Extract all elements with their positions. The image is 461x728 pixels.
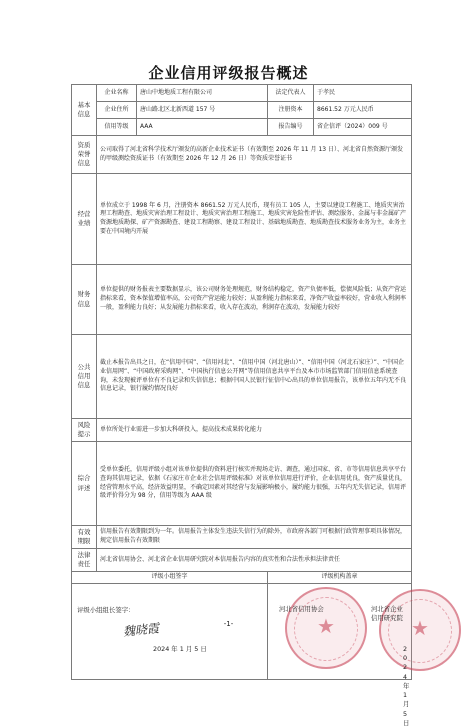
legal-rep-value: 于孝民: [314, 85, 412, 102]
section-label-legal: 法律责任: [72, 549, 97, 572]
section-row-evaluation: [72, 442, 412, 526]
basic-row-3: [72, 119, 412, 136]
signature-right-header: 评级机构盖章: [268, 572, 412, 584]
section-label-performance: 经营业绩: [72, 174, 97, 265]
company-name-value: 唐山中地地质工程有限公司: [137, 85, 268, 102]
section-text-public-credit: 截止本报告出具之日，在“信用中国”、“信用河北”、“信用中国（河北唐山）”、“信用中国（河北石家庄）”、“中国企业信用网”、“中国政府采购网”、“中国执行信息公开网”等信用信息共享平台及本市市场监管部门信用信息系统查询，未发现被评单位有不良记录和失信信息；根据中国人民银行征信中心出具的单位信用报告，该单位五年内无不良信息记录，银行履约情况良好: [97, 335, 412, 419]
section-row-validity: [72, 526, 412, 549]
left-date: 2024 年 1 月 5 日: [153, 644, 207, 653]
report-number-key: 报告编号: [268, 119, 314, 136]
section-label-finance: 财务信息: [72, 265, 97, 335]
seal-star-icon: ★: [411, 615, 429, 640]
section-text-finance: 单位提供的财务报表主要数据显示，该公司财务处理规范，财务结构稳定，资产负债率低，偿债风险低；从资产营运指标来看，资本保值增值率高，公司资产营运能力较好；从盈利能力指标来看，净资产收益率较好，营业收入利润率一般，盈利能力良好；从发展能力指标来看，收入存在波动，利润存在波动，发展能力较好: [97, 265, 412, 335]
handwritten-signature: 魏晓霞: [122, 620, 160, 639]
signature-header-row: [72, 572, 412, 584]
section-row-performance: [72, 174, 412, 265]
section-text-qualification: 公司取得了河北省科学技术厅颁发的高新企业技术证书（有效期至 2026 年 11 月 13 日）、河北省自然资源厅颁发的甲级测绘资质证书（有效期至 2026 年 12 月 26 日）等资质荣誉证书: [97, 136, 412, 174]
section-label-evaluation: 综合评述: [72, 442, 97, 526]
page-title: 企业信用评级报告概述: [148, 64, 309, 82]
credit-level-key: 信用等级: [97, 119, 137, 136]
seal-star-icon: ★: [317, 613, 335, 638]
section-text-validity: 信用报告有效期限到为一年。信用报告主体发生违法失信行为的除外，市政府各部门可根据行政管理事项具体情况，规定信用报告有效期限: [97, 526, 412, 549]
page-number: -1-: [223, 620, 234, 628]
capital-key: 注册资本: [268, 102, 314, 119]
section-row-risk: [72, 419, 412, 442]
section-label-public-credit: 公共信用信息: [72, 335, 97, 419]
section-text-risk: 单位所处行业需进一步加大科研投入，提高技术成果转化能力: [97, 419, 412, 442]
right-date: 2024 年 1 月 5 日: [403, 644, 410, 727]
section-label-qualification: 资质荣誉信息: [72, 136, 97, 174]
section-row-public-credit: [72, 335, 412, 419]
address-value: 唐山路北区北新西道 157 号: [137, 102, 268, 119]
signature-body-row: [72, 583, 412, 679]
signature-right-cell: [268, 583, 429, 727]
org-name-association: 河北省信用协会: [279, 604, 324, 613]
capital-value: 8661.52 万元人民币: [314, 102, 412, 119]
section-label-validity: 有效期限: [72, 526, 97, 549]
basic-row-1: [72, 85, 412, 102]
section-row-finance: [72, 265, 412, 335]
section-text-evaluation: 受单位委托，信用评级小组对该单位提供的资料进行核实并现场走访、调查，通过国家、省、市等信用信息共享平台查询其信用记录，依据《石家庄市企业社会信用评级标准》对该单位信用进行评价，企业信用优良，资产质量优良，经营管理水平高，经济效益明显，不确定因素对其经营与发展影响极小，履约能力很强，五年内无失信记录，信用评级评价得分为 98 分，信用等级为 AAA 级: [97, 442, 412, 526]
signature-left-cell: [72, 583, 268, 679]
section-text-performance: 单位成立于 1998 年 6 月，注册资本 8661.52 万元人民币，现有员工 105 人，主要以建设工程施工、地质灾害治理工程勘查、地质灾害治理工程设计、地质灾害治理工程施工、地质灾害危险性评估、测绘服务、金属与非金属矿产资源地质勘探、矿产资源勘查、建设工程勘察、建设工程设计、基础地质勘查、地质勘查技术服务业务为主，业务主要在中国境内开展: [97, 174, 412, 265]
rating-summary-table: [71, 84, 429, 727]
section-row-qualification: [72, 136, 412, 174]
credit-institute-seal: [379, 589, 461, 671]
basic-row-2: [72, 102, 412, 119]
org-name-institute: 河北省企业信用研究院: [371, 604, 403, 622]
address-key: 企业住所: [97, 102, 137, 119]
report-number-value: 省企信评（2024）009 号: [314, 119, 412, 136]
signature-left-header: 评级小组签字: [72, 572, 268, 584]
section-label-basic: 基本信息: [72, 85, 97, 136]
section-row-legal: [72, 549, 412, 572]
section-label-risk: 风险提示: [72, 419, 97, 442]
legal-rep-key: 法定代表人: [268, 85, 314, 102]
company-name-key: 企业名称: [97, 85, 137, 102]
leader-signature-label: 评级小组组长签字：: [77, 605, 135, 614]
section-text-legal: 河北省信用协会、河北省企业信用研究院对本信用报告内容的真实性和合法性承担法律责任: [97, 549, 412, 572]
credit-level-value: AAA: [137, 119, 268, 136]
